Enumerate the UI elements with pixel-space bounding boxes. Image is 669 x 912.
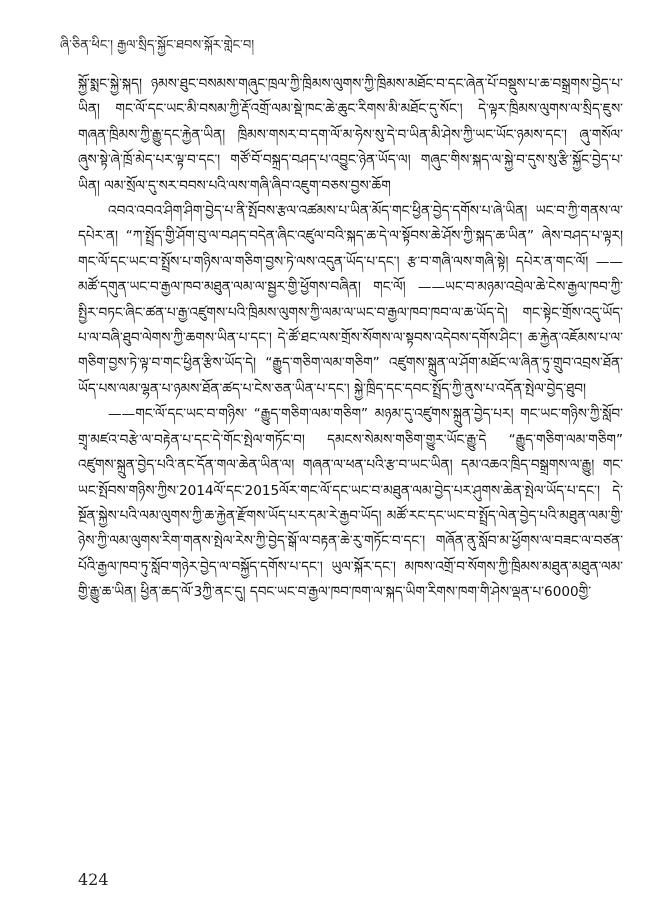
running-header: ཞི་ཅིན་ཕིང་། རྒྱལ་སྲིད་སྐྱོང་ཐབས་སྐོར་གླེང་བ། — [60, 38, 255, 53]
paragraph-2: འབའ་འབའ་ཤིག་ཤིག་བྱེད་པ་ནི་སྤོབས་རྩལ་འཚམས་པ་ཡིན་མོད་གང་ཕྱིན་བྱེད་དགོས་པ་ཞེ་ཡིན། ཡང་བ་ཀྱི་གནས་ལ་དཔེར་ན། “ཀ་སྤྲོད་གྱི་ཤོག་བུ་ལ་བཤད་བདེན་ཞིང་འཛུལ་བའི་སྐད་ཆ་དེ་ལ་སྟོབས་ཆེ་ཤོས་ཀྱི་སྐད་ཆ་ཡིན” ཞེས་བཤད་པ་ལྟར། གང་ལོ་དང་ཡང་བ་སྤྲོས་པ་གཉིས་ལ་གཅིག་བྱས་ཏེ་ལས་འདུན་ཡོད་པ་དང་། རྩ་བ་གཞི་ལས་གཞི་སྟེ། དཔེར་ན་གང་ལོ། ——མཚོ་དགུན་ཡང་བ་རྒྱལ་ཁབ་མཐུན་ལམ་ལ་སྦྱར་གྱི་ཕྱོགས་བཞིན། གང་ལོ། ——ཡང་བ་མཉམ་འབྲེལ་ཆེ་ངེས་རྒྱལ་ཁབ་ཀྱི་སྤྱིར་བཏང་ཞིང་ཚན་པ་རྒྱ་འཛུགས་པའི་ཁྲིམས་ལུགས་ཀྱི་ལམ་ལ་ཡང་བ་རྒྱལ་ཁབ་ཁབ་ལ་ཆ་ཡོད་དེ། གང་སྟེང་གྲོས་འདུ་ཡོད་པ་ལ་བཞི་ཐུབ་ལེགས་ཀྱི་ཆགས་ཡིན་པ་དང་། དེ་ཚོ་ཐང་ལས་གྲོས་སོགས་ལ་སྟབས་འདེབས་དགོས་ཤིང་། ཆ་རྐྱེན་འཇོམས་པ་ལ་གཅིག་བྱས་ཏེ་ལྟ་བ་གང་ཕྱིན་རྩིས་ཡོད་དེ། “རྒྱུད་གཅིག་ལམ་གཅིག” འཛུགས་སྐྲུན་ལ་ཤོག་མཐོང་ལ་ཞིན་ཏུ་གྲུབ་འབྲས་ཐོན་ཡོད་པས་ལམ་ལྷན་པ་ཉམས་ཐོན་ཚད་པ་ངེས་ཅན་ཡིན་པ་དང་། སྐྱེ་ཁྲིད་དང་དབང་སྤྲོད་ཀྱི་ནུས་པ་འདོན་སྤེལ་བྱེད་ཐུབ། — [78, 203, 623, 397]
paragraph-1: སྐྱོ་སྨང་སྐྱེ་སྐད། ཉམས་ཐུང་བསམས་གཞུང་ཁྲལ་ཀྱི་ཁྲིམས་ལུགས་ཀྱི་ཁྲིམས་མཐོང་བ་དང་ཞེན་པོ་བསྡུས་པ་ཆ་བསྒྲགས་བྱེད་པ་ཡིན། གང་ལོ་དང་ཡང་མི་བསམ་ཀྱི་རྡོ་འགྲོ་ལམ་སྡེ་ཁང་ཆེ་ཆུང་རིགས་མི་མཐོང་དུ་སོང་། དེ་ལྟར་ཁྲིམས་ལུགས་ལ་སྲིད་ཇུས་གཞན་ཁྲིམས་ཀྱི་རྒྱུ་དང་རྐྱེན་ཡིན། ཁྲིམས་གསར་བ་དག་ལོ་མ་ཧེས་སུ་དེ་བ་ཡིན་མི་ཤེས་ཀྱི་ཡང་ཡོང་ཉམས་དང་། ཞུ་གསོལ་ཞུས་སྟེ་ཞེ་ཁྲོ་མེད་པར་ལྟ་བ་དང་། གཙོ་བོ་བསྐྲད་བཤད་པ་འབྱུང་ཉེན་ཡོད་ལ། གཞུང་གིས་སྐད་ལ་སྐྱེ་བ་དུས་སུ་རྩི་སྐྱོང་བྱེད་པ་ཡིན། ལམ་སྲོལ་དུ་སར་བབས་པའི་ལས་གཞི་ཞིབ་འཇུག་བཅས་བྱས་ཆོག — [78, 76, 623, 194]
page-number: 424 — [78, 870, 109, 889]
paragraph-3: ——གང་ལོ་དང་ཡང་བ་གཉིས་ “རྒྱུད་གཅིག་ལམ་གཅིག” མཉམ་དུ་འཛུགས་སྐྲུན་བྱེད་པར། གང་ཡང་གཉིས་ཀྱི་སློབ་གྲྭ་མཛའ་བརྩེ་ལ་བརྟེན་པ་དང་དེ་གོང་སྤེལ་གཏོང་བ། དམངས་སེམས་གཅིག་གྱུར་ཡོང་རྒྱུ་དེ “རྒྱུད་གཅིག་ལམ་གཅིག” འཛུགས་སྐྲུན་བྱེད་པའི་ནང་དོན་གལ་ཆེན་ཡིན་ལ། གཞན་ལ་ཕན་པའི་རྩ་བ་ཡང་ཡིན། དམ་འཆའ་ཁྲིད་བསྒྲགས་ལ་རྒྱུ། གང་ཡང་སྤོབས་གཉིས་ཀྱིས་2014ལོ་དང་2015ལོར་གང་ལོ་དང་ཡང་བ་མཐུན་ལམ་བྱེད་པར་ཤུགས་ཆེན་སྤེལ་ཡོད་པ་དང་། དེ་སྔོན་སྐྱེས་པའི་ལམ་ལུགས་ཀྱི་ཆ་རྐྱེན་རྫོགས་ཡོད་པར་དམ་རེ་རྒྱབ་ཡོད། མཚོ་རང་དང་ཡང་བ་སྤྲོད་ལེན་བྱེད་པའི་མཐུན་ལམ་གྱི་ཉེས་ཀྱི་ལམ་ལུགས་རིག་གནས་སྤེལ་རེས་ཀྱི་བྱེད་སྒོ་ལ་བརྟན་ཆེ་རུ་གཏོང་བ་དང་། གཞོན་ནུ་སློབ་མ་ཕྱོགས་ལ་བཟང་ལ་བཙན་པོའི་རྒྱལ་ཁབ་ཏུ་སློབ་གཉེར་བྱེད་ལ་བསྐྱོད་དགོས་པ་དང་། ཡུལ་སྐོར་དང་། མཁས་འགྲོ་བ་སོགས་ཀྱི་ཁྲིམས་མཐུན་མཐུན་ལམ་གྱི་རྒྱུ་ཆ་ཡིན། ཕྱིན་ཆད་ལོ་3ཀྱི་ནང་དུ། དབང་ཡང་བ་རྒྱལ་ཁབ་ཁག་ལ་སྐད་ཡིག་རིགས་ཁག་གི་ཤེས་ལྡན་པ་6000གྱི་ — [78, 406, 623, 601]
main-text — [78, 72, 623, 606]
